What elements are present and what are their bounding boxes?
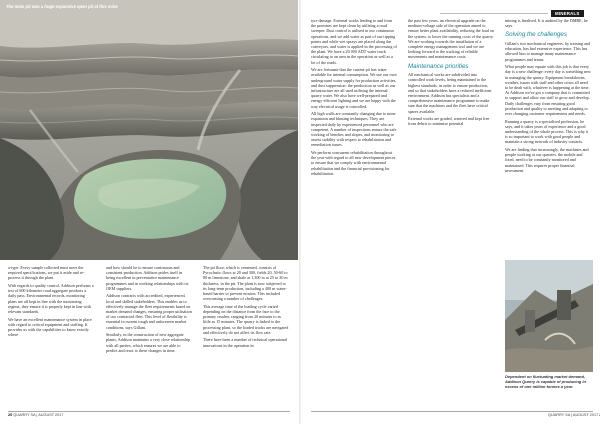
paragraph: This average time of the loading cycle varied depending on the distance from the face to the primary crusher, ranging from 20 minutes to as little as 15 minutes. The quarry is linked to the processing plant, so the loaded trucks are navigated and effectively do not affect its flow rate. — [203, 303, 289, 335]
footer-rule-right — [311, 411, 593, 412]
right-column-1 — [311, 18, 397, 178]
photo-caption: The mine pit was a huge expansive open pit at this mine — [6, 4, 118, 9]
paragraph: Gillam's two mechanical engineers, by training and education, has had extensive experience. This has allowed him to manage many maintenance programmes and teams. — [505, 40, 591, 62]
plant-photo — [505, 260, 593, 372]
publication-name: QUARRY SA — [548, 413, 571, 417]
footer-right: QUARRY SA | AUGUST 2017 — [548, 413, 600, 417]
paragraph: With regards to quality control, Addison performs a test of 600 kilometre road aggregate products a daily pass. Environmental records, monitoring plans are all kept in line with the monitoring regime, they ensure it is properly kept in line with relevant standards. — [8, 283, 94, 315]
quarry-pit-photo — [0, 0, 298, 260]
paragraph: mining is finalised. It is audited by the DMRE, he says. — [505, 18, 588, 29]
paragraph: We are fortunate that the current pit has water available for internal consumption. We use our own underground water supply for production activities, and dust suppression: the production as well as our infrastructure are all used utilising the internal quarry water. We also have well-prepared and energy-efficient lighting and we are happy with the way electrical usage is controlled. — [311, 67, 397, 109]
plant-illustration — [505, 260, 593, 372]
paragraph: a-type. Every sample collected must meet the required specifications, we put it aside and re-process it through the plant. — [8, 265, 85, 281]
paragraph: There have been a number of technical operational innovations in the operation in — [203, 337, 288, 348]
paragraph: the past few years, an electrical upgrade on the medium-voltage side of the operation aimed to ensure better plant availability, reducing the load on the system, to lower the running costs of the quarry. We are working towards the installation of a complete energy management tool and we are looking forward to the tracking of reliable movements and maintenance costs. — [408, 18, 494, 60]
left-column-2 — [106, 265, 192, 355]
subheading-challenges: Solving the challenges — [505, 31, 567, 39]
plant-photo-caption: Dependent on fluctuating market demand, Addison Quarry is capable of producing in excess of one million tonnes a year. — [505, 374, 586, 389]
page-number: 20 — [8, 413, 13, 417]
quarry-pit-illustration — [0, 0, 298, 260]
issue-date: AUGUST 2017 — [572, 413, 599, 417]
paragraph: We have an excellent maintenance system in place with regard to critical equipment and staffing. It provides us with the capabilities to know exactly where — [8, 316, 92, 338]
paragraph: We perform concurrent rehabilitation throughout the year with regard to all new development pieces to ensure that we comply with environmental rehabilitation and the financial provisioning for rehabilitation. — [311, 150, 396, 176]
paragraph: We are finding that increasingly, the machines and people working at our quarries, the mobile and fixed, need to be constantly monitored and maintained. This requires proper financial investment. — [505, 146, 589, 173]
left-column-1 — [8, 265, 94, 340]
paragraph: and how should be to ensure continuous and consistent production. Addison prides itself in being excellent in preventative maintenance programmes and in working relationships with its OEM suppliers. — [106, 265, 189, 291]
right-column-3 — [505, 18, 591, 175]
left-column-3 — [203, 265, 289, 350]
paragraph: tyre damage. External works leading to and from the premises are kept clean by utilising a road sweeper. Dust control is utilised in our continuous operations, and we add water as part of our tipping points and while wet sprays are placed along the conveyors, and water is applied in the processing of the plant. We have a 20 000 ADT water truck circulating to an area in the operation as well as a lot of the roads. — [311, 18, 397, 65]
paragraph: What people may equate with this job is that every day is a new challenge: every day is something new in managing the quarry. Equipment breakdowns, weather, issues with staff and other crises all need to be dealt with, whatever is happening at the time. At Addison we've got a company that is committed to support and allow our staff to grow and develop. Daily challenges vary from ensuring good production and quality to meeting and adapting to ever changing customer requirements and needs. — [505, 64, 591, 116]
publication-name: QUARRY SA — [13, 413, 36, 417]
paragraph: All mechanical works are subdivided into controlled work levels, being maintained to the highest standards, in order to ensure production, and so that stakeholders have a reduced inefficient environment. Addison has specialists and a comprehensive maintenance programme to make sure that the machines and the fleet have critical spares available. — [408, 72, 492, 114]
footer-left: 20 QUARRY SA | AUGUST 2017 — [8, 413, 64, 417]
page-gutter — [299, 0, 301, 424]
paragraph: The pit floor, which is cemented, consists of Pyroclastic flows at 20 and 300, fields 20, 50-60 to 80 m limestone, and shale at 1,300 m at 25 to 30 m thickness, in the pit. The plant is now subjected to its long-term production, including a 400 m water-based barrier to prevent erosion. This included overcoming a number of challenges. — [203, 265, 288, 302]
footer-rule-left — [8, 411, 290, 412]
section-tag: MINERALS — [551, 10, 584, 17]
issue-date: AUGUST 2017 — [38, 413, 64, 417]
subheading-maintenance: Maintenance priorities — [408, 62, 469, 70]
paragraph: All high walls are constantly changing due to mine expansion and blasting techniques. They are inspected daily by experienced personnel who are competent. A number of inspections ensure the safe working of benches and slopes, and monitoring to assess stability with respect to rehabilitation and remediation issues. — [311, 111, 397, 148]
right-column-2 — [408, 18, 494, 129]
header-rule — [440, 13, 548, 14]
paragraph: Running a quarry is a specialised profession, he says, and it takes years of experience and a good understanding of the whole process. This is why it is so important to work with good people and maintain a strong network of industry contacts. — [505, 118, 589, 145]
paragraph: External works are graded, watered and kept free from debris to minimise potential — [408, 116, 490, 127]
paragraph: Similarly, in the construction of new aggregate plants, Addison maintains a very close relationship with all parties, which ensures we are able to predict and react to these changes in time. — [106, 332, 191, 353]
paragraph: Addison contracts with accredited, experienced, local and skilled stakeholders. This enables us to effectively manage the fleet requirements based on market demand changes, ensuring proper utilisation of our contracted fleet. This level of flexibility is essential in current tough and unforeseen market conditions, says Gillam. — [106, 293, 192, 330]
